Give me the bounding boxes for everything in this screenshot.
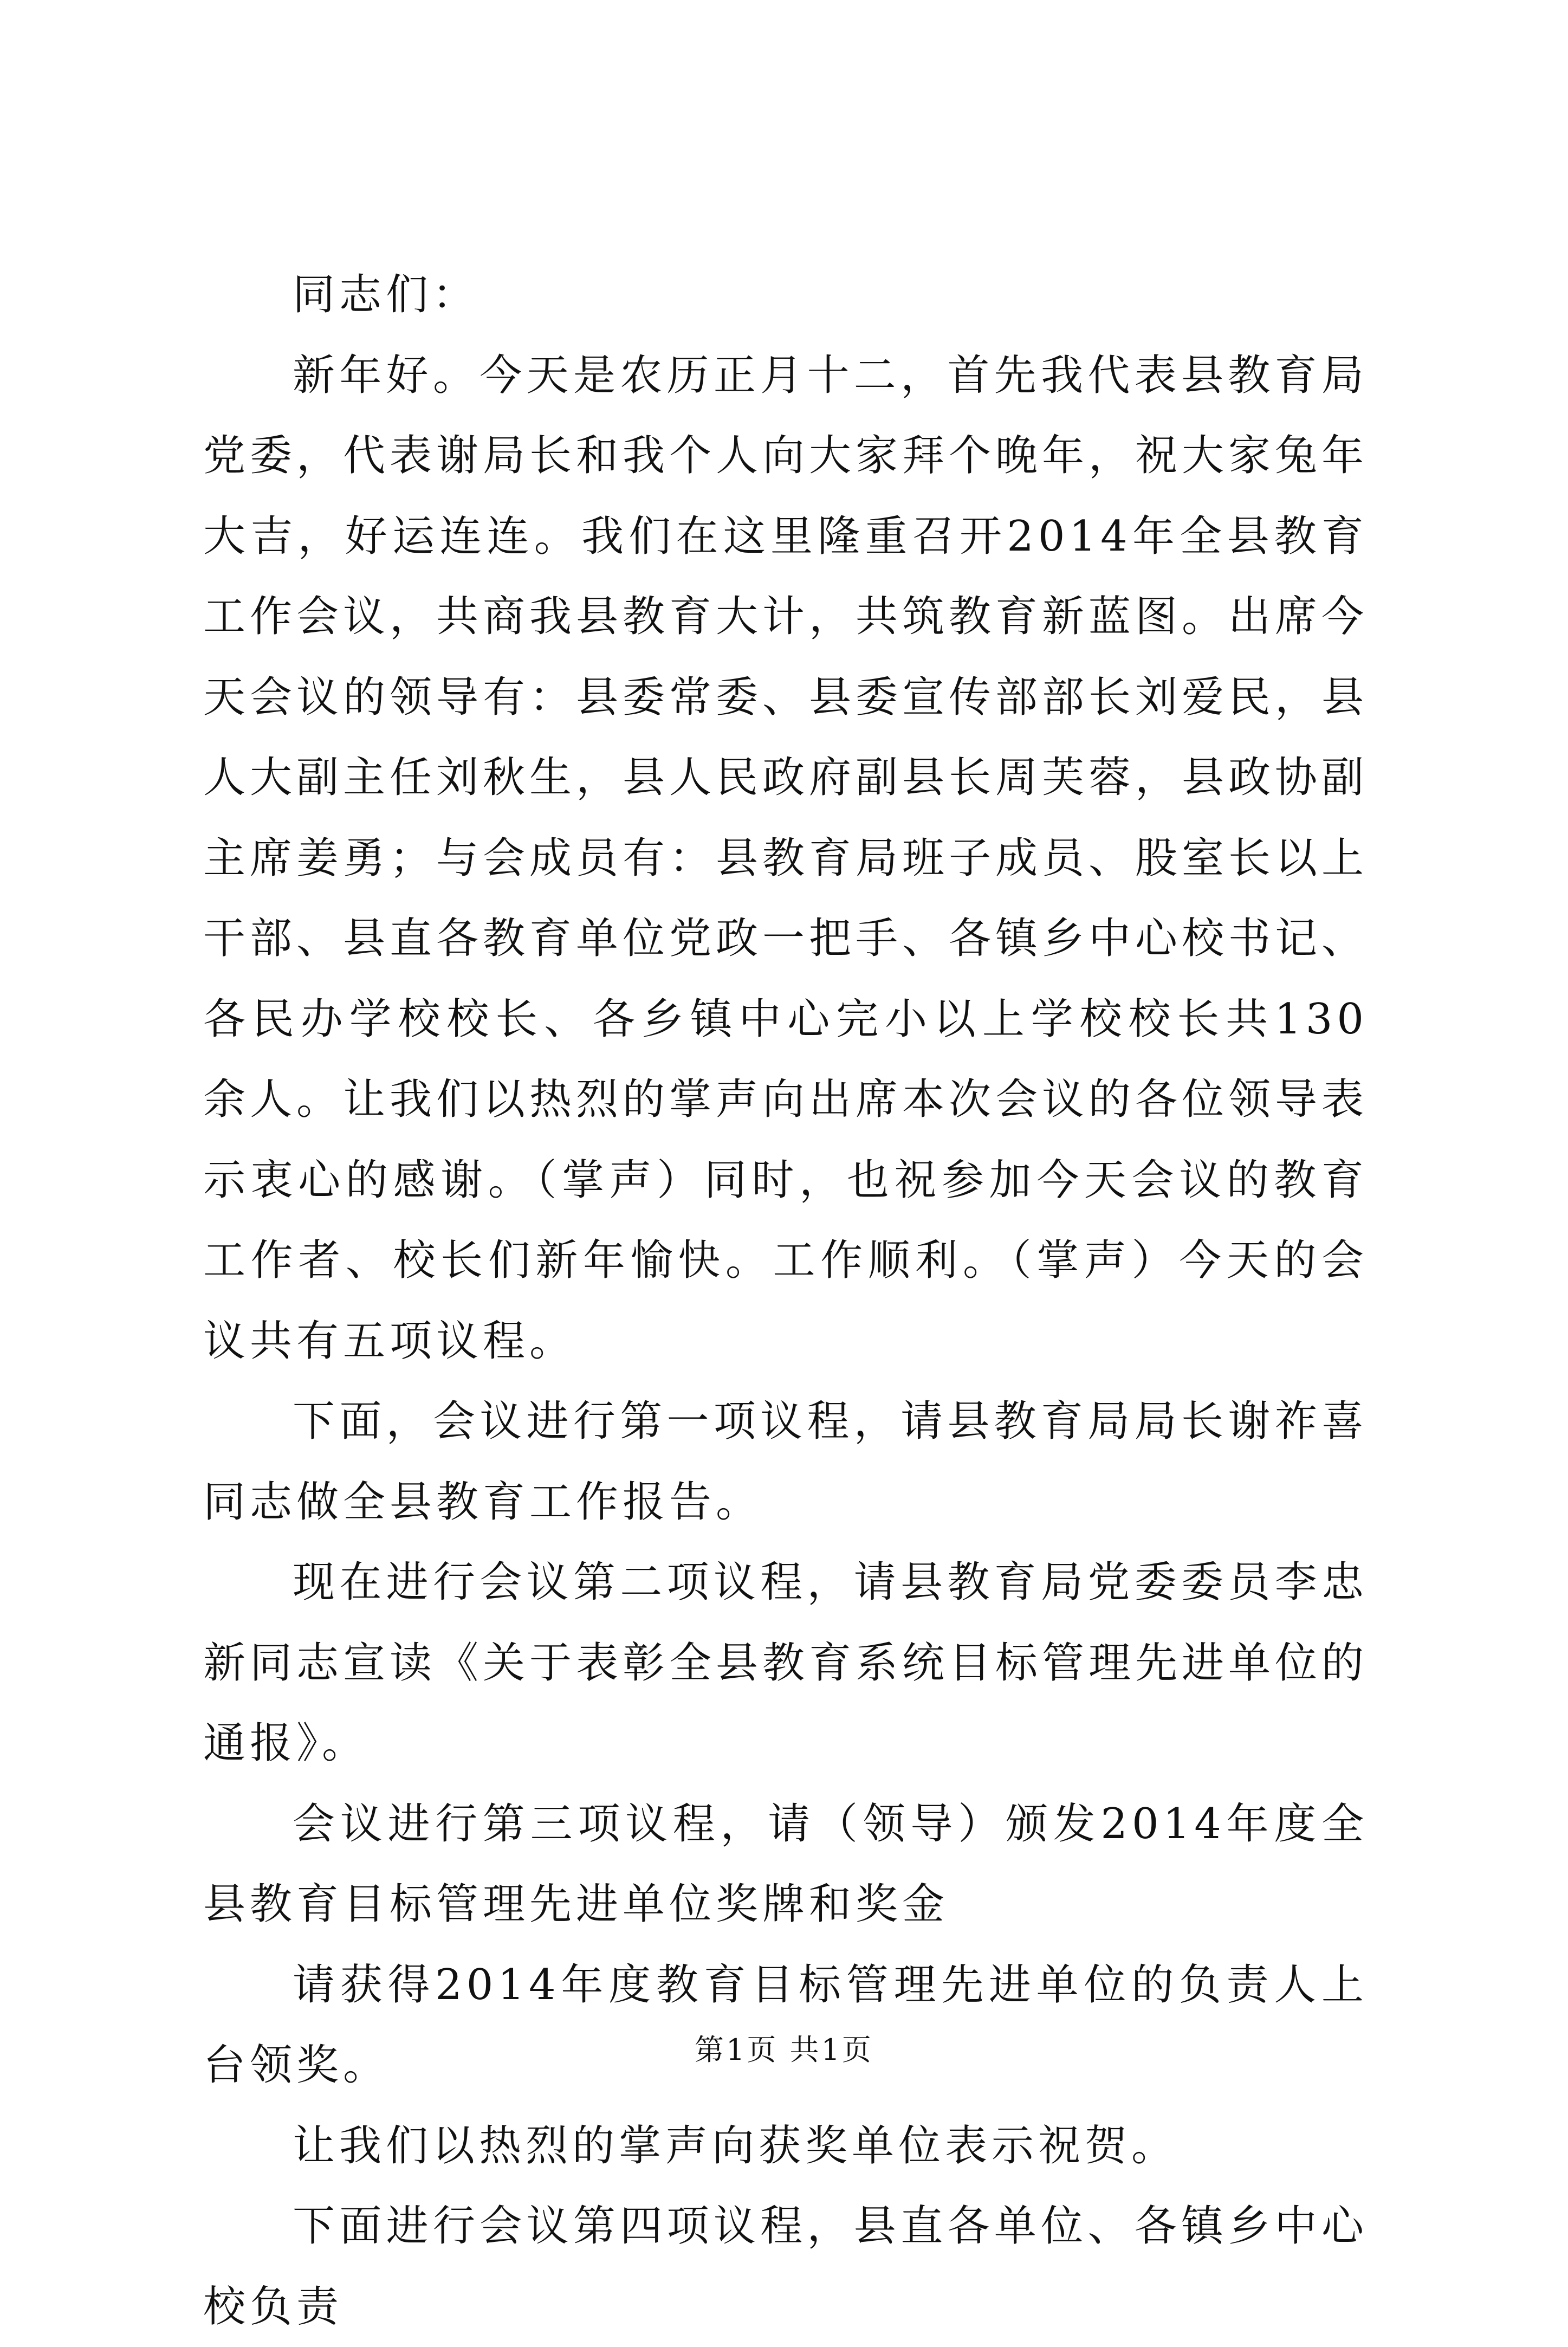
paragraph-award-call: 请获得2014年度教育目标管理先进单位的负责人上台领奖。 <box>203 1960 1368 2090</box>
paragraph-agenda-2: 现在进行会议第二项议程，请县教育局党委委员李忠新同志宣读《关于表彰全县教育系统目标管理先进单位的通报》。 <box>203 1558 1369 1768</box>
page-footer: 第1页 共1页 <box>695 2033 873 2067</box>
paragraph-agenda-1: 下面，会议进行第一项议程，请县教育局局长谢祚喜同志做全县教育工作报告。 <box>203 1397 1368 1527</box>
salutation: 同志们： <box>293 270 480 319</box>
paragraph-agenda-3: 会议进行第三项议程，请（领导）颁发2014年度全县教育目标管理先进单位奖牌和奖金 <box>203 1799 1368 1929</box>
paragraph-applause: 让我们以热烈的掌声向获奖单位表示祝贺。 <box>293 2121 1178 2170</box>
paragraph-opening: 新年好。今天是农历正月十二，首先我代表县教育局党委，代表谢局长和我个人向大家拜个晚年，祝大家兔年大吉，好运连连。我们在这里隆重召开2014年全县教育工作会议，共商我县教育大计，共筑教育新蓝图。出席今天会议的领导有：县委常委、县委宣传部部长刘爱民，县人大副主任刘秋生，县人民政府副县长周芙蓉，县政协副主席姜勇；与会成员有：县教育局班子成员、股室长以上干部、县直各教育单位党政一把手、各镇乡中心校书记、各民办学校校长、各乡镇中心完小以上学校校长共130余人。让我们以热烈的掌声向出席本次会议的各位领导表示衷心的感谢。（掌声）同时，也祝参加今天会议的教育工作者、校长们新年愉快。工作顺利。（掌声）今天的会议共有五项议程。 <box>203 351 1369 1366</box>
paragraph-agenda-4: 下面进行会议第四项议程，县直各单位、各镇乡中心校负责 <box>203 2202 1368 2331</box>
